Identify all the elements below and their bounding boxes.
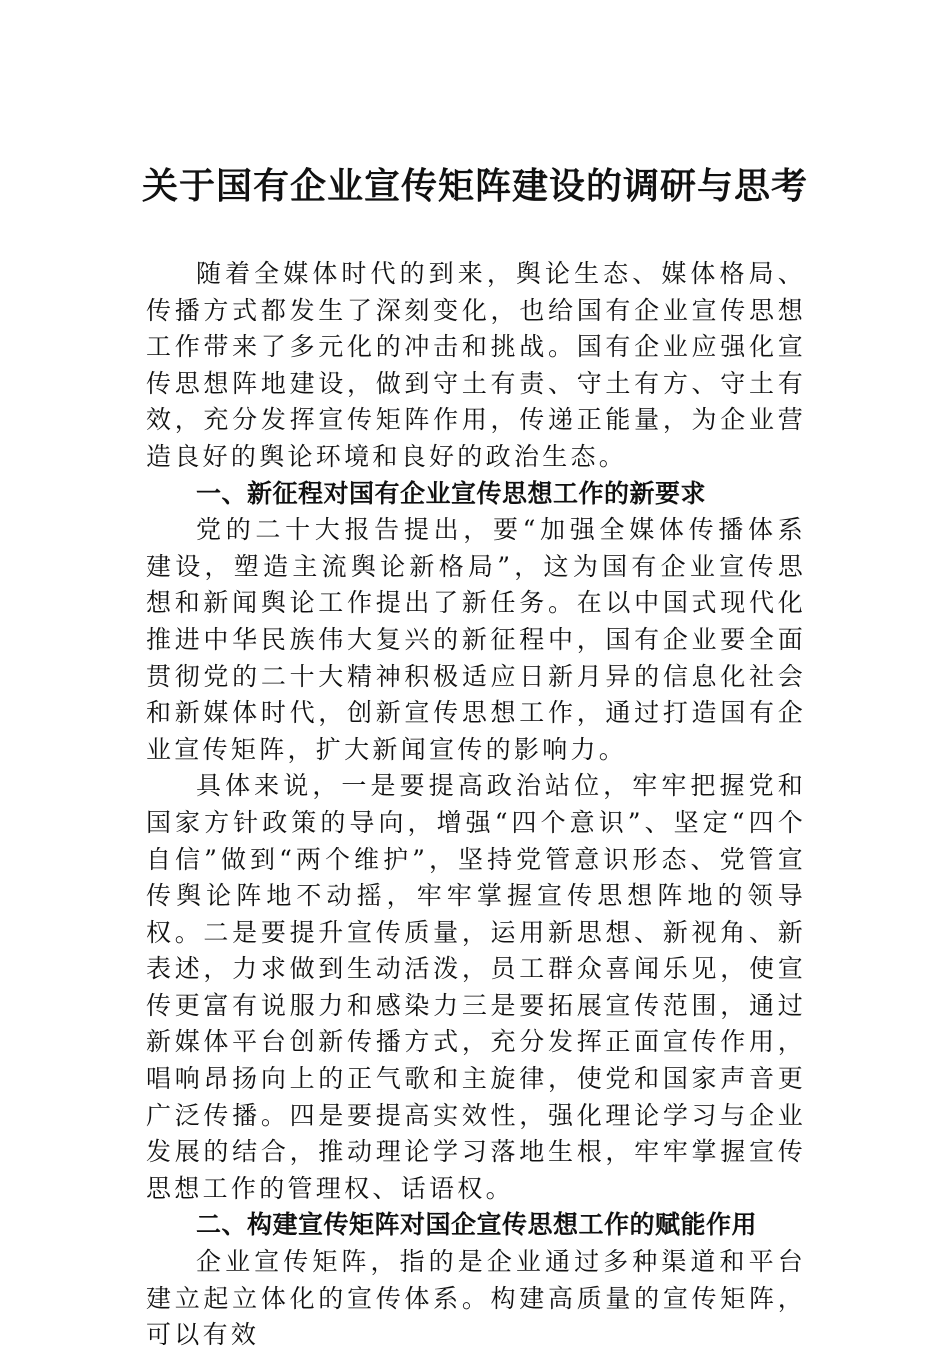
section-1-heading: 一、新征程对国有企业宣传思想工作的新要求 xyxy=(196,478,707,508)
section-1-paragraph-2: 具体来说，一是要提高政治站位，牢牢把握党和国家方针政策的导向，增强“四个意识”、坚定“四个自信”做到“两个维护”，坚持党管意识形态、党管宣传舆论阵地不动摇，牢牢掌握宣传思想阵地的领导权。二是要提升宣传质量，运用新思想、新视角、新表述，力求做到生动活泼，员工群众喜闻乐见，使宣传更富有说服力和感染力三是要拓展宣传范围，通过新媒体平台创新传播方式，充分发挥正面宣传作用，唱响昂扬向上的正气歌和主旋律，使党和国家声音更广泛传播。四是要提高实效性，强化理论学习与企业发展的结合，推动理论学习落地生根，牢牢掌握宣传思想工作的管理权、话语权。 xyxy=(146,771,806,1203)
section-2-heading: 二、构建宣传矩阵对国企宣传思想工作的赋能作用 xyxy=(196,1210,758,1240)
document-body xyxy=(146,256,806,1354)
section-1-paragraph-1: 党的二十大报告提出，要“加强全媒体传播体系建设，塑造主流舆论新格局”，这为国有企业宣传思想和新闻舆论工作提出了新任务。在以中国式现代化推进中华民族伟大复兴的新征程中，国有企业要全面贯彻党的二十大精神积极适应日新月异的信息化社会和新媒体时代，创新宣传思想工作，通过打造国有企业宣传矩阵，扩大新闻宣传的影响力。 xyxy=(146,515,806,764)
section-2-paragraph-1: 企业宣传矩阵，指的是企业通过多种渠道和平台建立起立体化的宣传体系。构建高质量的宣传矩阵，可以有效 xyxy=(146,1247,806,1350)
document-title: 关于国有企业宣传矩阵建设的调研与思考 xyxy=(141,165,808,207)
intro-paragraph: 随着全媒体时代的到来，舆论生态、媒体格局、传播方式都发生了深刻变化，也给国有企业宣传思想工作带来了多元化的冲击和挑战。国有企业应强化宣传思想阵地建设，做到守土有责、守土有方、守土有效，充分发挥宣传矩阵作用，传递正能量，为企业营造良好的舆论环境和良好的政治生态。 xyxy=(146,259,806,471)
